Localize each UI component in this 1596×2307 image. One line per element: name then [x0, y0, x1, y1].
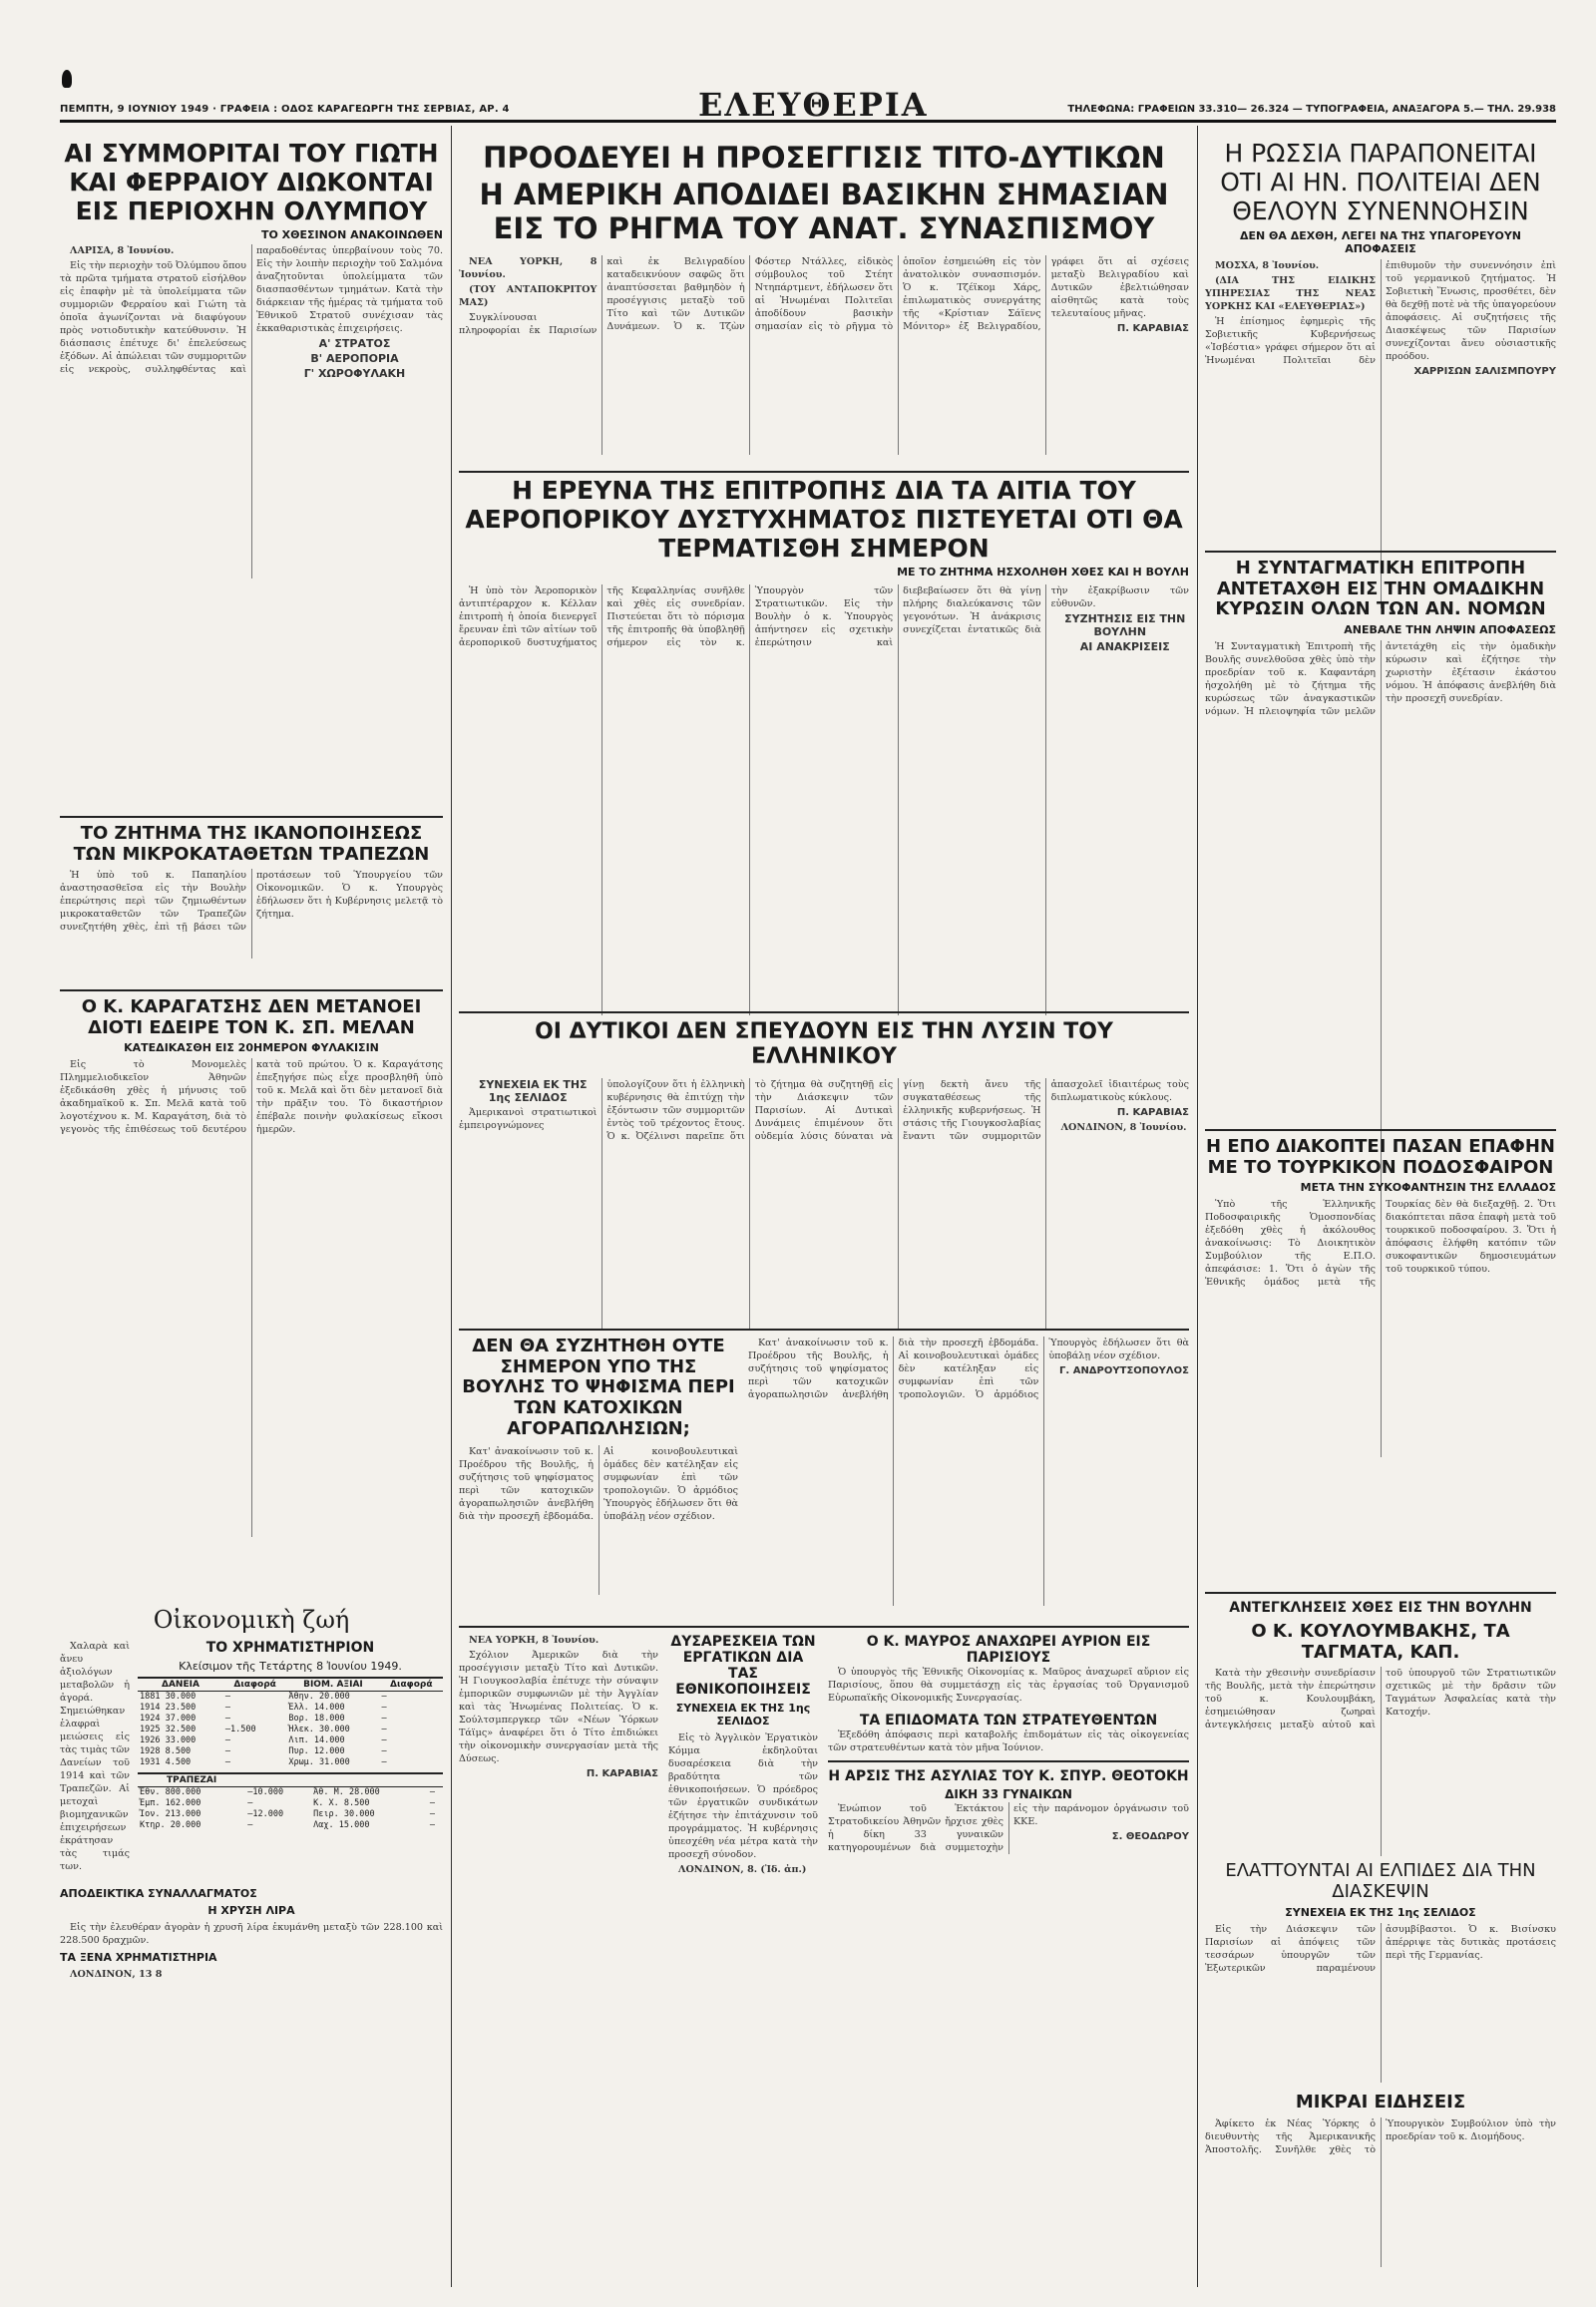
article-text: Ἐξεδόθη ἀπόφασις περὶ καταβολῆς ἐπιδομάτων εἰς τὰς οἰκογενείας τῶν στρατευθέντων κατὰ τὸν μῆνα Ἰούνιον. — [828, 1730, 1189, 1754]
article-text: Συγκλίνουσαι πληροφορίαι ἐκ Παρισίων καὶ ἐκ Βελιγραδίου καταδεικνύουν σαφῶς ὅτι ἀναπτύσσεται βαθμηδὸν ἡ προσέγγισις μεταξὺ τοῦ Τίτο καὶ τῶν Δυτικῶν Δυνάμεων. Ὁ κ. Τζὼν Φόστερ Ντάλλες, εἰδικὸς σύμβουλος τοῦ Στέητ Ντηπάρτμεντ, ἐδήλωσεν ὅτι αἱ Ἡνωμέναι Πολιτεῖαι ἀποδίδουν βασικὴν σημασίαν εἰς τὸ ρῆγμα τὸ ὁποῖον ἐσημειώθη εἰς τὸν ἀνατολικὸν συνασπισμόν. Ὁ κ. Τζέϊκομ Χάρς, ἐπιλωματικὸς συνεργάτης τῆς «Κρίστιαν Σάϊενς Μόνιτορ» ἐξ Βελιγραδίου, γράφει ὅτι αἱ σχέσεις μεταξὺ Βελιγραδίου καὶ Δυτικῶν ἐβελτιώθησαν αἰσθητῶς κατὰ τοὺς τελευταίους μῆνας. — [459, 256, 1189, 337]
market-table-header: ΔΑΝΕΙΑ — [138, 1678, 223, 1692]
article-dysareskeia — [668, 1634, 818, 2287]
table-cell: — — [381, 1703, 387, 1714]
article-body — [60, 869, 443, 959]
column-rule — [1197, 126, 1198, 2287]
article-symmoritai — [60, 140, 443, 578]
article-mikrai — [1205, 2093, 1556, 2282]
byline: (ΤΟΥ ΑΝΤΑΠΟΚΡΙΤΟΥ ΜΑΣ) — [459, 284, 598, 309]
table-cell: Κτηρ. 20.000 — [140, 1820, 201, 1831]
kicker: ΤΟ ΧΘΕΣΙΝΟΝ ΑΝΑΚΟΙΝΩΘΕΝ — [260, 228, 443, 242]
table-cell: — — [381, 1714, 387, 1725]
table-cell: — — [381, 1735, 387, 1746]
article-text: Σχόλιον Ἀμερικῶν διὰ τὴν προσέγγισιν μεταξὺ Τίτο καὶ Δυτικῶν. Ἡ Γιουγκοσλαβία ἐπέτυχε τὴν σύναψιν ἐμπορικῶν συμφωνιῶν μὲ τὴν Ἀγγλίαν καὶ τὰς Ἡνωμένας Πολιτείας. Ὁ κ. Σούλτσμπεργκερ τῶν «Νέων Ὑόρκων Τάϊμς» ἀναφέρει ὅτι ὁ Τίτο ἐπιδιώκει τὴν οἰκονομικὴν συνεργασίαν μετὰ τῆς Δύσεως. — [459, 1650, 658, 1764]
market-table-header: ΤΡΑΠΕΖΑΙ — [138, 1773, 245, 1787]
headline: ΤΑ ΕΠΙΔΟΜΑΤΑ ΤΩΝ ΣΤΡΑΤΕΥΘΕΝΤΩΝ — [859, 1713, 1158, 1730]
table-row — [138, 1820, 443, 1831]
continuation-note: ΣΥΝΕΧΕΙΑ ΕΚ ΤΗΣ 1ης ΣΕΛΙΔΟΣ — [1285, 1906, 1476, 1920]
article-text: Κατ' ἀνακοίνωσιν τοῦ κ. Προέδρου τῆς Βουλῆς, ἡ συζήτησις τοῦ ψηφίσματος περὶ τῶν κατοχικῶν ἀγοραπωλησιῶν ἀνεβλήθη διὰ τὴν προσεχῆ ἑβδομάδα. Αἱ κοινοβουλευτικαὶ ὁμάδες δὲν κατέληξαν εἰς συμφωνίαν ἐπὶ τῶν τροπολογιῶν. Ὁ ἀρμόδιος Ὑπουργὸς ἐδήλωσεν ὅτι θὰ ὑποβάλῃ νέον σχέδιον. — [459, 1446, 738, 1523]
article-body — [1205, 1923, 1556, 2083]
article-text: Εἰς τὸ Μονομελὲς Πλημμελιοδικεῖον Ἀθηνῶν ἐξεδικάσθη χθὲς ἡ μήνυσις τοῦ ἀκαδημαϊκοῦ κ. Σπ. Μελᾶ κατὰ τοῦ λογοτέχνου κ. Μ. Καραγάτση, διὰ τὸ γεγονὸς τῆς ἐπιθέσεως τοῦ δευτέρου κατὰ τοῦ πρώτου. Ὁ κ. Καραγάτσης ἐπεξηγήσε πὼς εἶχε προσβληθῆ ὑπὸ τοῦ κ. Μελᾶ καὶ ὅτι δὲν μετανοεῖ διὰ τὴν πρᾶξιν του. Τὸ δικαστήριον ἐπέβαλε ποινὴν φυλακίσεως εἴκοσι ἡμερῶν. — [60, 1059, 443, 1136]
table-cell: — — [224, 1757, 231, 1768]
kicker: ΜΕ ΤΟ ΖΗΤΗΜΑ ΗΣΧΟΛΗΘΗ ΧΘΕΣ ΚΑΙ Η ΒΟΥΛΗ — [897, 566, 1189, 579]
headline: Η ΕΠΟ ΔΙΑΚΟΠΤΕΙ ΠΑΣΑΝ ΕΠΑΦΗΝ ΜΕ ΤΟ ΤΟΥΡΚΙΚΟΝ ΠΟΔΟΣΦΑΙΡΟΝ — [1206, 1137, 1555, 1178]
headline: ΟΙ ΔΥΤΙΚΟΙ ΔΕΝ ΣΠΕΥΔΟΥΝ ΕΙΣ ΤΗΝ ΛΥΣΙΝ ΤΟΥ ΕΛΛΗΝΙΚΟΥ — [535, 1019, 1113, 1070]
article-body — [459, 1445, 738, 1595]
table-cell: Κ. Χ. 8.500 — [313, 1798, 370, 1809]
headline: Ο Κ. ΚΑΡΑΓΑΤΣΗΣ ΔΕΝ ΜΕΤΑΝΟΕΙ ΔΙΟΤΙ ΕΔΕΙΡΕ ΤΟΝ Κ. ΣΠ. ΜΕΛΑΝ — [81, 997, 422, 1038]
oikonomia-layout — [60, 1640, 443, 1875]
dateline: ΛΟΝΔΙΝΟΝ, 8. (Ἰδ. ἀπ.) — [678, 1864, 807, 1876]
table-cell: 1924 37.000 — [140, 1714, 197, 1725]
kicker: ΜΕΤΑ ΤΗΝ ΣΥΚΟΦΑΝΤΗΣΙΝ ΤΗΣ ΕΛΛΑΔΟΣ — [1300, 1181, 1556, 1195]
article-text: Χαλαρὰ καὶ ἄνευ ἀξιολόγων μεταβολῶν ἡ ἀγορά. Σημειώθηκαν ἐλαφραὶ μειώσεις εἰς τὰς τιμὰς τῶν Δανείων τοῦ 1914 καὶ τῶν Τραπεζῶν. Αἱ μετοχαὶ βιομηχανικῶν ἐπιχειρήσεων ἐκράτησαν τὰς τιμάς των. — [60, 1641, 130, 1872]
headline: ΔΕΝ ΘΑ ΣΥΖΗΤΗΘΗ ΟΥΤΕ ΣΗΜΕΡΟΝ ΥΠΟ ΤΗΣ ΒΟΥΛΗΣ ΤΟ ΨΗΦΙΣΜΑ ΠΕΡΙ ΤΩΝ ΚΑΤΟΧΙΚΩΝ ΑΓΟΡΑΠΩΛΗΣΙΩΝ; — [462, 1337, 735, 1439]
table-cell: — — [247, 1798, 253, 1809]
market-table — [138, 1677, 443, 1768]
article-body — [1205, 259, 1556, 608]
table-row — [138, 1714, 443, 1725]
table-cell: —1.500 — [224, 1725, 256, 1735]
headline-secondary: ΔΙΚΗ 33 ΓΥΝΑΙΚΩΝ — [945, 1787, 1072, 1802]
market-table-header — [245, 1773, 311, 1787]
katoxika-left — [459, 1337, 738, 1606]
headline: Η ΑΡΣΙΣ ΤΗΣ ΑΣΥΛΙΑΣ ΤΟΥ Κ. ΣΠΥΡ. ΘΕΟΤΟΚΗ — [828, 1768, 1189, 1785]
table-cell: Βορ. 18.000 — [288, 1714, 345, 1725]
article-epo — [1205, 1137, 1556, 1466]
article-body — [748, 1337, 1189, 1606]
table-row — [138, 1735, 443, 1746]
katoxika-layout — [459, 1337, 1189, 1606]
article-mavros-group — [828, 1634, 1189, 2287]
exchange-date: Κλείσιμον τῆς Τετάρτης 8 Ἰουνίου 1949. — [179, 1660, 402, 1674]
table-cell: Ἐλλ. 14.000 — [288, 1703, 345, 1714]
article-body — [459, 1078, 1189, 1329]
signature: Π. ΚΑΡΑΒΙΑΣ — [1116, 1106, 1189, 1118]
kicker: ΚΑΤΕΔΙΚΑΣΘΗ ΕΙΣ 20ΗΜΕΡΟΝ ΦΥΛΑΚΙΣΙΝ — [124, 1041, 379, 1055]
article-katoxika — [459, 1337, 1189, 1626]
continuation-note: ΣΥΝΕΧΕΙΑ ΕΚ ΤΗΣ 1ης ΣΕΛΙΔΟΣ — [478, 1077, 588, 1104]
article-body — [60, 244, 443, 578]
dateline: ΝΕΑ ΥΟΡΚΗ, 8 Ἰουνίου. — [459, 256, 598, 281]
table-cell: — — [381, 1757, 387, 1768]
headline: Η ΡΩΣΣΙΑ ΠΑΡΑΠΟΝΕΙΤΑΙ ΟΤΙ ΑΙ ΗΝ. ΠΟΛΙΤΕΙΑΙ ΔΕΝ ΘΕΛΟΥΝ ΣΥΝΕΝΝΟΗΣΙΝ — [1220, 140, 1541, 225]
article-text: Ἡ ὑπὸ τοῦ κ. Παπαηλίου ἀναστησασθεῖσα εἰς τὴν Βουλὴν ἐπερώτησις περὶ τῶν ζημιωθέντων μικροκαταθετῶν τῶν Τραπεζῶν συνεζητήθη χθὲς, ἐπὶ τῇ βάσει τῶν προτάσεων τοῦ Ὑπουργείου τῶν Οἰκονομικῶν. Ὁ κ. Υπουργὸς ἐδήλωσεν ὅτι ἡ Κυβέρνησις μελετᾷ τὸ ζήτημα. — [60, 870, 443, 934]
table-row — [138, 1809, 443, 1820]
signature: ΧΑΡΡΙΣΩΝ ΣΑΛΙΣΜΠΟΥΡΥ — [1413, 366, 1556, 378]
headline: ΤΟ ΖΗΤΗΜΑ ΤΗΣ ΙΚΑΝΟΠΟΙΗΣΕΩΣ ΤΩΝ ΜΙΚΡΟΚΑΤΑΘΕΤΩΝ ΤΡΑΠΕΖΩΝ — [73, 824, 430, 865]
headline: ΑΙ ΣΥΜΜΟΡΙΤΑΙ ΤΟΥ ΓΙΩΤΗ ΚΑΙ ΦΕΡΡΑΙΟΥ ΔΙΩΚΟΝΤΑΙ ΕΙΣ ΠΕΡΙΟΧΗΝ ΟΛΥΜΠΟΥ — [64, 140, 439, 225]
lower-center-layout — [459, 1634, 1189, 2287]
article-text: Εἰς τὴν Διάσκεψιν τῶν Παρισίων αἱ ἀπόψεις τῶν τεσσάρων ὑπουργῶν τῶν Ἐξωτερικῶν παραμένουν ἀσυμβίβαστοι. Ὁ κ. Βισίνσκυ ἀπέρριψε τὰς δυτικὰς προτάσεις περὶ τῆς Γερμανίας. — [1205, 1924, 1556, 1975]
signature: Γ. ΑΝΔΡΟΥΤΣΟΠΟΥΛΟΣ — [1059, 1365, 1189, 1376]
article-body — [60, 1921, 443, 1947]
section-rule — [1205, 1592, 1556, 1594]
section-rule — [1205, 1129, 1556, 1131]
section-rule — [60, 816, 443, 818]
table-cell: — — [381, 1692, 387, 1703]
market-table-header — [311, 1773, 428, 1787]
headline: Η ΣΥΝΤΑΓΜΑΤΙΚΗ ΕΠΙΤΡΟΠΗ ΑΝΤΕΤΑΧΘΗ ΕΙΣ ΤΗΝ ΟΜΑΔΙΚΗΝ ΚΥΡΩΣΙΝ ΟΛΩΝ ΤΩΝ ΑΝ. ΝΟΜΩΝ — [1215, 559, 1546, 620]
section-rule — [1205, 551, 1556, 553]
article-ikanopoiisis — [60, 824, 443, 983]
article-body — [668, 1731, 818, 1876]
market-table-header: ΒΙΟΜ. ΑΞΙΑΙ — [286, 1678, 379, 1692]
table-cell: Ἰον. 213.000 — [140, 1809, 201, 1820]
table-cell: Πυρ. 12.000 — [288, 1746, 345, 1757]
article-tito — [459, 142, 1189, 481]
masthead-date-address: ΠΕΜΠΤΗ, 9 ΙΟΥΝΙΟΥ 1949 · ΓΡΑΦΕΙΑ : ΟΔΟΣ ΚΑΡΑΓΕΩΡΓΗ ΤΗΣ ΣΕΡΒΙΑΣ, ΑΡ. 4 — [60, 104, 510, 115]
headline: ΕΛΑΤΤΟΥΝΤΑΙ ΑΙ ΕΛΠΙΔΕΣ ΔΙΑ ΤΗΝ ΔΙΑΣΚΕΨΙΝ — [1225, 1861, 1536, 1902]
subhead: ΑΠΟΔΕΙΚΤΙΚΑ ΣΥΝΑΛΛΑΓΜΑΤΟΣ — [60, 1887, 257, 1900]
masthead — [60, 86, 1556, 123]
article-text: Ἐνώπιον τοῦ Ἐκτάκτου Στρατοδικείου Ἀθηνῶν ἤρχισε χθὲς ἡ δίκη 33 γυναικῶν κατηγορουμένων διὰ συμμετοχὴν εἰς τὴν παράνομον ὀργάνωσιν τοῦ ΚΚΕ. — [828, 1803, 1189, 1854]
article-body — [60, 1058, 443, 1537]
headline: Η ΕΡΕΥΝΑ ΤΗΣ ΕΠΙΤΡΟΠΗΣ ΔΙΑ ΤΑ ΑΙΤΙΑ ΤΟΥ ΑΕΡΟΠΟΡΙΚΟΥ ΔΥΣΤΥΧΗΜΑΤΟΣ ΠΙΣΤΕΥΕΤΑΙ ΟΤΙ ΘΑ ΤΕΡΜΑΤΙΣΘΗ ΣΗΜΕΡΟΝ — [465, 477, 1183, 563]
column-rule — [451, 126, 452, 2287]
dateline: ΛΟΝΔΙΝΟΝ, 8 Ἰουνίου. — [1060, 1121, 1187, 1133]
article-text: Ἡ Συνταγματικὴ Ἐπιτροπὴ τῆς Βουλῆς συνελθοῦσα χθὲς ὑπὸ τὴν προεδρίαν τοῦ κ. Καφαντάρη ἠσχολήθη μὲ τὸ ζήτημα τῆς κυρώσεως τῶν ἀναγκαστικῶν νόμων. Ἡ πλειοψηφία τῶν μελῶν ἀντετάχθη εἰς τὴν ὁμαδικὴν κύρωσιν καὶ ἐζήτησε τὴν χωριστὴν ἐξέτασιν ἑκάστου νόμου. Ἡ ἀπόφασις ἀνεβλήθη διὰ τὴν προσεχῆ συνεδρίαν. — [1205, 641, 1556, 718]
article-body — [1205, 1198, 1556, 1457]
table-cell: Ἡλεκ. 30.000 — [288, 1725, 350, 1735]
table-cell: — — [224, 1692, 231, 1703]
article-aeroporiko — [459, 477, 1189, 1015]
table-cell: — — [429, 1798, 436, 1809]
table-cell: 1926 33.000 — [140, 1735, 197, 1746]
article-body — [60, 1968, 443, 1981]
table-row — [138, 1692, 443, 1704]
dateline: ΝΕΑ ΥΟΡΚΗ, 8 Ἰουνίου. — [469, 1635, 599, 1646]
table-row — [138, 1703, 443, 1714]
article-body — [828, 1802, 1189, 1854]
article-text: Ἀφίκετο ἐκ Νέας Ὑόρκης ὁ διευθυντὴς τῆς Ἀμερικανικῆς Ἀποστολῆς. Συνῆλθε χθὲς τὸ Ὑπουργικὸν Συμβούλιον ὑπὸ τὴν προεδρίαν τοῦ κ. Διομήδους. — [1205, 2117, 1556, 2155]
article-body — [1205, 1667, 1556, 1856]
headline-secondary: Η ΑΜΕΡΙΚΗ ΑΠΟΔΙΔΕΙ ΒΑΣΙΚΗΝ ΣΗΜΑΣΙΑΝ ΕΙΣ ΤΟ ΡΗΓΜΑ ΤΟΥ ΑΝΑΤ. ΣΥΝΑΣΠΙΣΜΟΥ — [479, 178, 1169, 245]
table-cell: — — [224, 1703, 231, 1714]
article-text: Ὁ ὑπουργὸς τῆς Ἐθνικῆς Οἰκονομίας κ. Μαῦρος ἀναχωρεῖ αὔριον εἰς Παρισίους, ὅπου θὰ συμμετάσχῃ εἰς τὰς ἐργασίας τοῦ Ὀργανισμοῦ Εὐρωπαϊκῆς Οἰκονομικῆς Συνεργασίας. — [828, 1667, 1189, 1705]
article-text: Ἡ ὑπὸ τὸν Ἀεροπορικὸν ἀντιπτέραρχον κ. Κέλλαν ἐπιτροπὴ ἡ ὁποία διενεργεῖ ἔρευναν ἐπὶ τῶν αἰτίων τοῦ ἀεροπορικοῦ δυστυχήματος τῆς Κεφαλληνίας συνῆλθε καὶ χθὲς εἰς συνεδρίαν. Πιστεύεται ὅτι τὸ πόρισμα τῆς ἐπιτροπῆς θὰ ὑποβληθῇ σήμερον εἰς τὸν κ. Ὑπουργὸν τῶν Στρατιωτικῶν. Εἰς τὴν Βουλὴν ὁ κ. Ὑπουργὸς ἀπήντησεν εἰς σχετικὴν ἐπερώτησιν καὶ διεβεβαίωσεν ὅτι θὰ γίνῃ πλήρης διαλεύκανσις τῶν γεγονότων. Ἡ ἀνάκρισις συνεχίζεται ἐντατικῶς διὰ τὴν ἐξακρίβωσιν τῶν εὐθυνῶν. — [459, 585, 1189, 649]
dateline: ΛΑΡΙΣΑ, 8 Ἰουνίου. — [70, 245, 175, 257]
bank-table — [138, 1772, 443, 1831]
market-table-header: Διαφορά — [223, 1678, 286, 1692]
masthead-title: ΕΛΕΥΘΕΡΙΑ — [698, 86, 929, 124]
signature: Π. ΚΑΡΑΒΙΑΣ — [586, 1768, 658, 1779]
center-column — [459, 126, 1189, 2287]
masthead-phones: ΤΗΛΕΦΩΝΑ: ΓΡΑΦΕΙΩΝ 33.310— 26.324 — ΤΥΠΟΓΡΑΦΕΙΑ, ΑΝΑΞΑΓΟΡΑ 5.— ΤΗΛ. 29.938 — [1067, 104, 1556, 115]
dateline: ΛΟΝΔΙΝΟΝ, 13 8 — [70, 1969, 163, 1980]
kicker: ΑΝΕΒΑΛΕ ΤΗΝ ΛΗΨΙΝ ΑΠΟΦΑΣΕΩΣ — [1344, 623, 1556, 637]
section-title: Οἰκονομικὴ ζωή — [153, 1606, 350, 1634]
article-elattountai — [1205, 1861, 1556, 2091]
table-cell: — — [429, 1787, 436, 1798]
article-karagatsis — [60, 997, 443, 1556]
article-text: Εἰς τὴν περιοχὴν τοῦ Ὀλύμπου ὅπου τὰ πρῶτα τμήματα στρατοῦ εἰσήλθον εἰς ἐπαφὴν μὲ τὰ ὑπολείμματα τῶν συμμοριῶν Φερραίου καὶ Γιώτη τὰ ὁποῖα ἀγωνίζονται νὰ διαφύγουν πρὸς νοτιοδυτικὴν κατεύθυνσιν. Ἡ διάσπασις ἐπέτυχε δι' ἐπελεύσεως ἐξόδων. Αἱ ἀπώλειαι τῶν συμμοριτῶν εἰς νεκροὺς, συλληφθέντας καὶ παραδοθέντας ὑπερβαίνουν τοὺς 70. Εἰς τὴν λοιπὴν περιοχὴν τοῦ Σαλμόνα ἀναζητοῦνται ὑπολείμματα τῶν διασπασθέντων τμημάτων. Κατὰ τὴν διάρκειαν τῆς ἡμέρας τὰ τμήματα τοῦ Ἐθνικοῦ Στρατοῦ συνέχισαν τὰς ἐκκαθαριστικὰς ἐπιχειρήσεις. — [60, 245, 443, 376]
table-cell: 1881 30.000 — [140, 1692, 197, 1703]
article-body — [828, 1729, 1189, 1754]
table-cell: — — [381, 1746, 387, 1757]
table-row — [138, 1798, 443, 1809]
headline-secondary: ΑΝΤΕΓΚΛΗΣΕΙΣ ΧΘΕΣ ΕΙΣ ΤΗΝ ΒΟΥΛΗΝ — [1229, 1600, 1532, 1616]
market-commentary — [60, 1640, 130, 1875]
stock-exchange — [138, 1640, 443, 1875]
section-rule — [459, 1329, 1189, 1331]
market-table-header: Διαφορά — [380, 1678, 443, 1692]
right-column — [1205, 126, 1556, 2287]
table-cell: Ἀθ. Μ. 28.000 — [313, 1787, 380, 1798]
article-text: Κατ' ἀνακοίνωσιν τοῦ κ. Προέδρου τῆς Βουλῆς, ἡ συζήτησις τοῦ ψηφίσματος περὶ τῶν κατοχικῶν ἀγοραπωλησιῶν ἀνεβλήθη διὰ τὴν προσεχῆ ἑβδομάδα. Αἱ κοινοβουλευτικαὶ ὁμάδες δὲν κατέληξαν εἰς συμφωνίαν ἐπὶ τῶν τροπολογιῶν. Ὁ ἀρμόδιος Ὑπουργὸς ἐδήλωσεν ὅτι θὰ ὑποβάλῃ νέον σχέδιον. — [748, 1338, 1189, 1400]
continuation-note: ΣΥΝΕΧΕΙΑ ΕΚ ΤΗΣ 1ης ΣΕΛΙΔΟΣ — [675, 1702, 811, 1729]
subhead: ΤΑ ΞΕΝΑ ΧΡΗΜΑΤΙΣΤΗΡΙΑ — [60, 1951, 217, 1964]
left-column — [60, 126, 443, 2287]
article-koulouvakis — [1205, 1600, 1556, 1859]
article-body — [459, 255, 1189, 455]
article-body — [828, 1666, 1189, 1705]
lower-center-block — [459, 1634, 1189, 2287]
table-cell: — — [247, 1820, 253, 1831]
article-text: Ἀμερικανοὶ στρατιωτικοὶ ἐμπειρογνώμονες ὑπολογίζουν ὅτι ἡ ἐλληνικὴ κυβέρνησις θὰ ἐπιτύχῃ τὴν ἐξόντωσιν τῶν συμμοριτῶν ἐντὸς τοῦ τρέχοντος ἔτους. Ὁ κ. Ὀζέλινσι παρεῖπε ὅτι τὸ ζήτημα θὰ συζητηθῇ εἰς τὴν Διάσκεψιν τῶν Παρισίων. Αἱ Δυτικαὶ Δυνάμεις ἐπιμένουν ὅτι οὐδεμία λύσις δύναται νὰ γίνῃ δεκτὴ ἄνευ τῆς συγκαταθέσεως τῆς ἑλληνικῆς κυβερνήσεως. Ἡ στάσις τῆς Γιουγκοσλαβίας ἔναντι τῶν συμμοριτῶν ἀπασχολεῖ ἰδιαιτέρως τοὺς διπλωματικοὺς κύκλους. — [459, 1078, 1189, 1142]
table-row — [138, 1787, 443, 1799]
subhead: Α' ΣΤΡΑΤΟΣ — [318, 337, 391, 351]
table-cell: 1928 8.500 — [140, 1746, 192, 1757]
market-table-header — [428, 1773, 443, 1787]
table-cell: — — [429, 1809, 436, 1820]
subhead: Β' ΑΕΡΟΠΟΡΙΑ — [310, 352, 399, 366]
signature: Π. ΚΑΡΑΒΙΑΣ — [1116, 323, 1189, 335]
section-rule — [459, 1626, 1189, 1628]
article-text: Εἰς τὴν ἐλευθέραν ἀγορὰν ἡ χρυσῆ λίρα ἐκυμάνθη μεταξὺ τῶν 228.100 καὶ 228.500 δραχμῶν. — [60, 1922, 443, 1946]
table-cell: Χρωμ. 31.000 — [288, 1757, 350, 1768]
byline: (ΔΙΑ ΤΗΣ ΕΙΔΙΚΗΣ ΥΠΗΡΕΣΙΑΣ ΤΗΣ ΝΕΑΣ ΥΟΡΚΗΣ ΚΑΙ «ΕΛΕΥΘΕΡΙΑΣ») — [1205, 275, 1376, 313]
headline: Ο Κ. ΚΟΥΛΟΥΜΒΑΚΗΣ, ΤΑ ΤΑΓΜΑΤΑ, ΚΑΠ. — [1251, 1621, 1510, 1663]
table-cell: 1931 4.500 — [140, 1757, 192, 1768]
article-dytikoi — [459, 1019, 1189, 1329]
table-cell: — — [224, 1714, 231, 1725]
section-rule — [459, 1011, 1189, 1013]
table-cell: Λαχ. 15.000 — [313, 1820, 370, 1831]
table-row — [138, 1725, 443, 1735]
table-cell: — — [381, 1725, 387, 1735]
table-cell: —10.000 — [247, 1787, 284, 1798]
section-rule — [828, 1760, 1189, 1762]
table-cell: 1925 32.500 — [140, 1725, 197, 1735]
article-ny — [459, 1634, 658, 2287]
subhead: ΣΥΖΗΤΗΣΙΣ ΕΙΣ ΤΗΝ ΒΟΥΛΗΝ — [1064, 612, 1186, 639]
section-rule — [60, 989, 443, 991]
article-rossia — [1205, 140, 1556, 608]
section-rule — [459, 471, 1189, 473]
headline: Ο Κ. ΜΑΥΡΟΣ ΑΝΑΧΩΡΕΙ ΑΥΡΙΟΝ ΕΙΣ ΠΑΡΙΣΙΟΥΣ — [866, 1634, 1151, 1667]
subhead: Γ' ΧΩΡΟΦΥΛΑΚΗ — [303, 367, 406, 381]
article-text: Κατὰ τὴν χθεσινὴν συνεδρίασιν τῆς Βουλῆς, μετὰ τὴν ἐπερώτησιν τοῦ κ. Κουλουμβάκη, ἐσημειώθησαν ζωηραὶ ἀντεγκλήσεις μεταξὺ αὐτοῦ καὶ τοῦ ὑπουργοῦ τῶν Στρατιωτικῶν σχετικῶς μὲ τὴν δρᾶσιν τῶν Ταγμάτων Ἀσφαλείας κατὰ τὴν Κατοχήν. — [1205, 1668, 1556, 1731]
article-body — [1205, 2117, 1556, 2267]
subhead: ΑΙ ΑΝΑΚΡΙΣΕΙΣ — [1079, 640, 1170, 654]
table-row — [138, 1746, 443, 1757]
table-row — [138, 1757, 443, 1768]
table-cell: Λιπ. 14.000 — [288, 1735, 345, 1746]
table-cell: Πειρ. 30.000 — [313, 1809, 375, 1820]
article-text: Εἰς τὸ Ἀγγλικὸν Ἐργατικὸν Κόμμα ἐκδηλοῦται δυσαρέσκεια διὰ τὴν βραδύτητα τῶν ἐθνικοποιήσεων. Ὁ πρόεδρος τῶν ἐργατικῶν συνδικάτων ἐζήτησε τὴν ἐπιτάχυνσιν τοῦ προγράμματος. Ἡ κυβέρνησις ὑπεσχέθη νέα μέτρα κατὰ τὴν προσεχῆ σύνοδον. — [668, 1732, 818, 1861]
kicker: ΔΕΝ ΘΑ ΔΕΧΘΗ, ΛΕΓΕΙ ΝΑ ΤΗΣ ΥΠΑΓΟΡΕΥΟΥΝ ΑΠΟΦΑΣΕΙΣ — [1239, 229, 1521, 256]
headline: ΔΥΣΑΡΕΣΚΕΙΑ ΤΩΝ ΕΡΓΑΤΙΚΩΝ ΔΙΑ ΤΑΣ ΕΘΝΙΚΟΠΟΙΗΣΕΙΣ — [670, 1634, 816, 1699]
table-cell: Ἀθην. 20.000 — [288, 1692, 350, 1703]
table-cell: 1914 23.500 — [140, 1703, 197, 1714]
section-oikonomiki-zoi — [60, 1606, 443, 2284]
dateline: ΜΟΣΧΑ, 8 Ἰουνίου. — [1215, 260, 1320, 272]
headline: ΠΡΟΟΔΕΥΕΙ Η ΠΡΟΣΕΓΓΙΣΙΣ ΤΙΤΟ-ΔΥΤΙΚΩΝ — [483, 142, 1165, 175]
article-text: Ὑπὸ τῆς Ἑλληνικῆς Ποδοσφαιρικῆς Ὁμοσπονδίας ἐξεδόθη χθὲς ἡ ἀκόλουθος ἀνακοίνωσις: Τὸ Διοικητικὸν Συμβούλιον τῆς Ε.Π.Ο. ἀπεφάσισε: 1. Ὅτι ὁ ἀγὼν τῆς Ἑθνικῆς ὁμάδος μετὰ τῆς Τουρκίας δὲν θὰ διεξαχθῇ. 2. Ὅτι διακόπτεται πᾶσα ἐπαφὴ μετὰ τοῦ τουρκικοῦ ποδοσφαίρου. 3. Ὅτι ἡ ἀπόφασις ἐλήφθη κατόπιν τῶν συκοφαντικῶν δημοσιευμάτων τοῦ τουρκικοῦ τύπου. — [1205, 1199, 1556, 1289]
headline: ΜΙΚΡΑΙ ΕΙΔΗΣΕΙΣ — [1295, 2093, 1466, 2113]
article-body — [459, 584, 1189, 1015]
table-cell: — — [429, 1820, 436, 1831]
exchange-title: ΤΟ ΧΡΗΜΑΤΙΣΤΗΡΙΟΝ — [205, 1640, 375, 1656]
signature: Σ. ΘΕΟΔΩΡΟΥ — [1111, 1831, 1189, 1843]
table-cell: Ἐμπ. 162.000 — [140, 1798, 201, 1809]
table-cell: Ἐθν. 800.000 — [140, 1787, 201, 1798]
table-cell: —12.000 — [247, 1809, 284, 1820]
table-cell: — — [224, 1746, 231, 1757]
subhead: Η ΧΡΥΣΗ ΛΙΡΑ — [207, 1904, 295, 1917]
table-cell: — — [224, 1735, 231, 1746]
article-text: Ἡ ἐπίσημος ἐφημερὶς τῆς Σοβιετικῆς Κυβερνήσεως «Ἰσβέστια» γράφει σήμερον ὅτι αἱ Ἡνωμέναι Πολιτεῖαι δὲν ἐπιθυμοῦν τὴν συνεννόησιν ἐπὶ τοῦ γερμανικοῦ ζητήματος. Ἡ Σοβιετικὴ Ἕνωσις, προσθέτει, δὲν θὰ δεχθῇ ποτὲ νὰ τῆς ὑπαγορεύουν ἀποφάσεις. Αἱ συζητήσεις τῆς Διασκέψεως τῶν Παρισίων συνεχίζονται ἄνευ οὐσιαστικῆς προόδου. — [1205, 260, 1556, 367]
